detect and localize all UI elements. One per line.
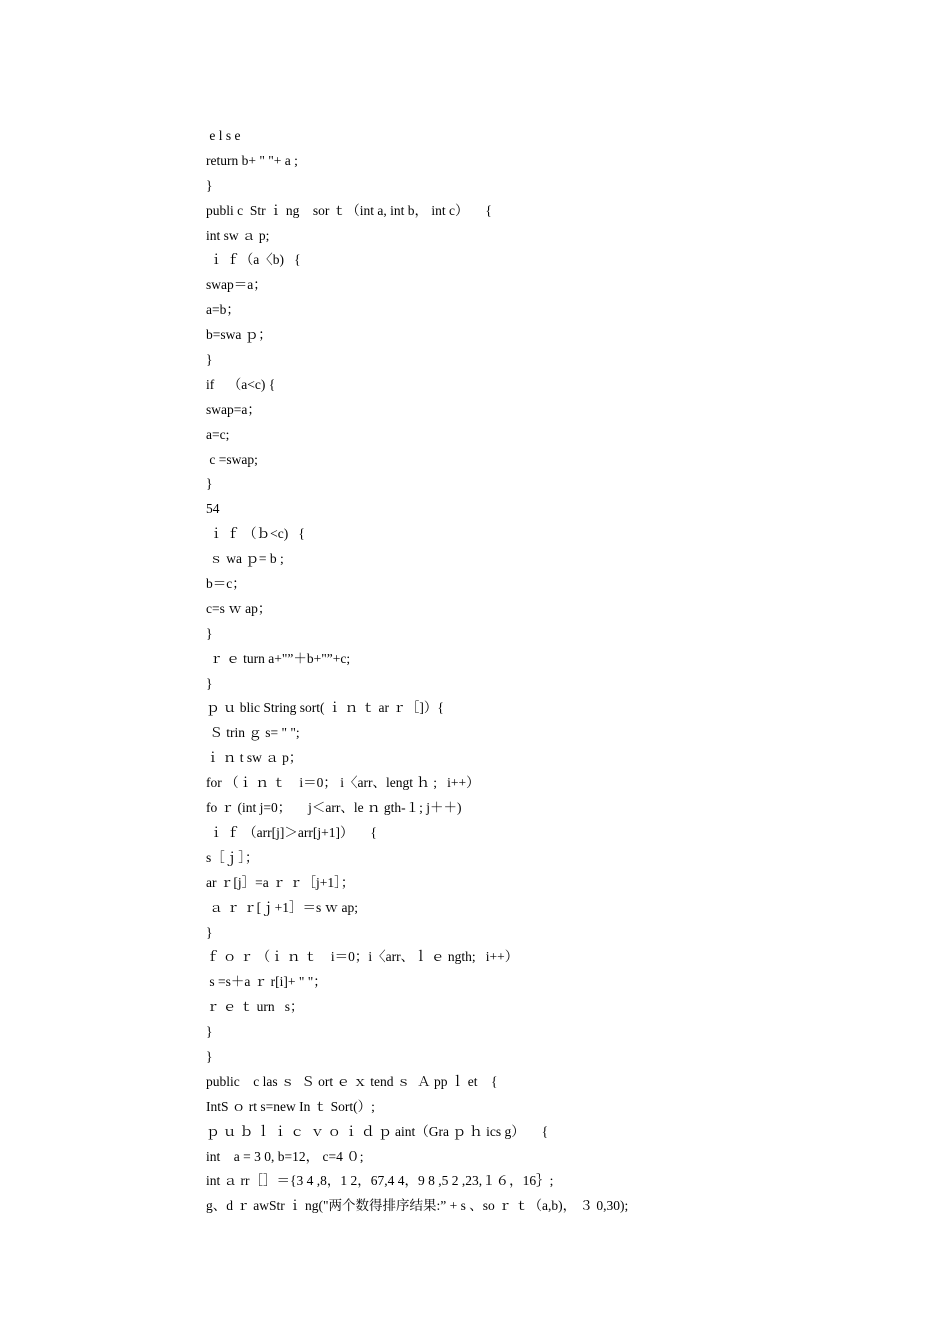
code-line: ｆ ｏ ｒ （ｉ ｎ ｔ i＝0；i〈arr、ｌ ｅ ngth; i++） bbox=[206, 949, 519, 965]
code-line: Ｓ trin ｇ s= " "; bbox=[206, 725, 300, 741]
code-line: ｉ ｎ t sw ａ p； bbox=[206, 750, 303, 766]
code-line: } bbox=[206, 1048, 213, 1064]
code-line: publi c Str ｉ ng sor ｔ（int a, int b， int c） { bbox=[206, 202, 492, 218]
code-line: } bbox=[206, 675, 213, 691]
code-line: ｓ wa ｐ= b ; bbox=[206, 551, 284, 567]
code-line: ｒ ｅ ｔ urn s； bbox=[206, 999, 304, 1015]
code-line: } bbox=[206, 352, 213, 368]
code-line: fo ｒ (int j=0； j＜arr、le ｎ gth-１; j＋＋) bbox=[206, 800, 462, 816]
code-line: ｐ ｕ blic String sort( ｉ ｎ ｔ ar ｒ［]）{ bbox=[206, 700, 444, 716]
code-line: } bbox=[206, 177, 213, 193]
code-line: } bbox=[206, 476, 213, 492]
code-line: a=b； bbox=[206, 302, 240, 318]
code-line: ｐ ｕ ｂ ｌ ｉ ｃ ｖ ｏ ｉ ｄ ｐ aint（Gra ｐ ｈ ics g） { bbox=[206, 1123, 549, 1139]
code-line: } bbox=[206, 924, 213, 940]
code-line: } bbox=[206, 1024, 213, 1040]
code-line: g、d ｒ awStr ｉ ng("两个数得排序结果:” + s 、so ｒ ｔ（a,b)， ３ 0,30); bbox=[206, 1198, 629, 1214]
code-line: swap＝a； bbox=[206, 277, 267, 293]
page-number: 54 bbox=[206, 501, 220, 517]
code-line: ｉ ｆ（a〈b) { bbox=[206, 252, 301, 268]
code-line: return b+ " "+ a ; bbox=[206, 152, 298, 168]
code-listing bbox=[206, 124, 906, 1219]
code-line: a=c; bbox=[206, 426, 230, 442]
code-line: c =swap; bbox=[206, 451, 258, 467]
code-line: for （ｉ ｎ ｔ i＝0； i〈arr、lengt ｈ ; i++） bbox=[206, 775, 480, 791]
code-line: public c las ｓ Ｓ ort ｅ ｘ tend ｓ Ａ pp ｌ et { bbox=[206, 1073, 498, 1089]
code-line: ｉ ｆ （arr[j]＞arr[j+1]） { bbox=[206, 824, 377, 840]
code-line: b=swa ｐ； bbox=[206, 327, 272, 343]
code-line: s［ｊ］； bbox=[206, 849, 259, 865]
code-line: int a = 3 0, b=12， c=4 ０; bbox=[206, 1148, 364, 1164]
code-line: ａ ｒ ｒ[ｊ+1］＝s ｗ ap; bbox=[206, 899, 358, 915]
code-line: s =s＋a ｒ r[i]+ " "； bbox=[206, 974, 327, 990]
code-line: IntS ｏ rt s=new In ｔ Sort(）; bbox=[206, 1098, 375, 1114]
code-line: ｒ ｅ turn a+"”＋b+"”+c; bbox=[206, 650, 351, 666]
code-line: ar ｒ[j］=a ｒ ｒ［j+1］； bbox=[206, 874, 355, 890]
code-line: b＝c； bbox=[206, 576, 246, 592]
code-line: int sw ａ p; bbox=[206, 227, 270, 243]
code-line: int ａ rr［］＝{3 4 ,8，1 2，67,4 4，9 8 ,5 2 ,23,１６，16｝; bbox=[206, 1173, 554, 1189]
code-line: c=s ｗ ap； bbox=[206, 600, 272, 616]
code-line: if （a<c) { bbox=[206, 376, 276, 392]
code-line: } bbox=[206, 625, 213, 641]
code-line: swap=a； bbox=[206, 401, 261, 417]
code-line: ｉ ｆ （ｂ<c) { bbox=[206, 526, 305, 542]
code-line: e l s e bbox=[206, 128, 241, 143]
